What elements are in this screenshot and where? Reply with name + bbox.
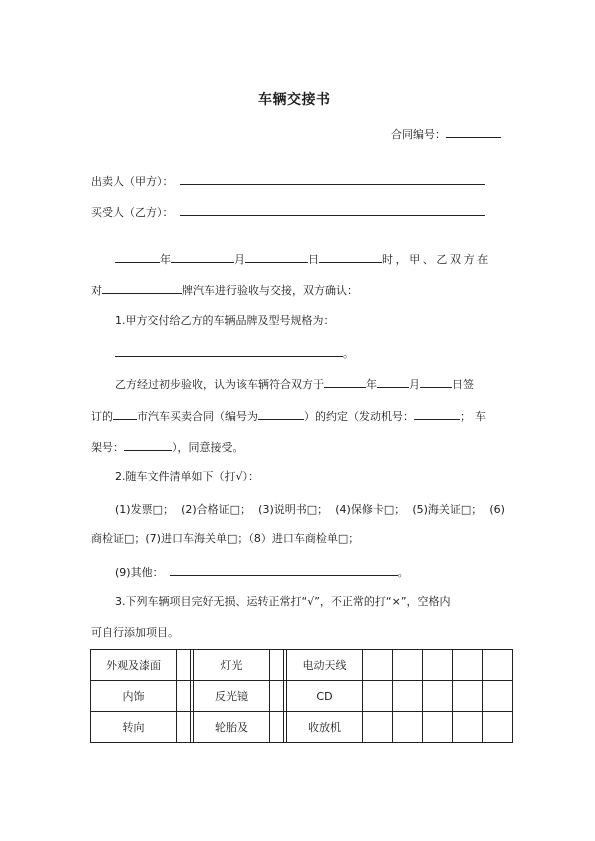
table-cell-label: 灯光 <box>194 650 270 681</box>
table-blank-cell[interactable] <box>393 681 423 712</box>
accept-text-d: ；车 <box>460 410 490 423</box>
date-month-blank[interactable] <box>171 251 234 263</box>
month-char: 月 <box>234 253 245 266</box>
item1-answer <box>115 345 354 361</box>
car-model-blank[interactable] <box>115 345 343 357</box>
docs-line-1 <box>115 501 505 517</box>
frame-label: 架号： <box>91 441 124 454</box>
contract-number-label: 合同编号： <box>391 128 446 141</box>
table-blank-cell[interactable] <box>483 681 513 712</box>
document-title: 车辆交接书 <box>258 92 331 108</box>
accept-line-1 <box>115 376 474 392</box>
accept-line-3 <box>91 439 244 455</box>
contract-day-blank[interactable] <box>420 376 452 388</box>
table-check-cell[interactable] <box>177 650 191 681</box>
buyer-label: 买受人（乙方）： <box>91 206 174 219</box>
city-blank[interactable] <box>113 408 137 420</box>
day-char: 日 <box>308 253 319 266</box>
accept-year-char: 年 <box>366 378 377 391</box>
doc-manual[interactable]: (3)说明书□； <box>258 503 329 516</box>
item3-text-2: 可自行添加项目。 <box>91 626 179 639</box>
table-check-cell[interactable] <box>270 681 284 712</box>
accept-text-b-prefix: 订的 <box>91 410 113 423</box>
docs-other-blank[interactable] <box>170 564 398 576</box>
table-blank-cell[interactable] <box>393 650 423 681</box>
time-text: 时，甲、乙双方在 <box>382 253 491 266</box>
table-blank-cell[interactable] <box>453 650 483 681</box>
docs-other-label: (9)其他： <box>115 566 164 579</box>
seller-line <box>91 173 485 189</box>
table-cell-label: 电动天线 <box>287 650 363 681</box>
table-blank-cell[interactable] <box>483 712 513 743</box>
doc-item6-number: (6) <box>489 503 505 516</box>
car-prefix: 对 <box>91 284 102 297</box>
date-year-blank[interactable] <box>115 251 160 263</box>
table-cell-label: 反光镜 <box>194 681 270 712</box>
table-blank-cell[interactable] <box>453 712 483 743</box>
table-blank-cell[interactable] <box>423 681 453 712</box>
frame-number-blank[interactable] <box>124 439 172 451</box>
docs-other-end: 。 <box>397 566 409 579</box>
year-char: 年 <box>160 253 171 266</box>
car-brand-blank[interactable] <box>102 282 182 294</box>
doc-certificate[interactable]: (2)合格证□； <box>181 503 252 516</box>
accept-text-c: ）的约定（发动机号： <box>304 410 414 423</box>
table-row <box>91 650 513 681</box>
docs-other-line <box>115 564 409 580</box>
table-cell-label: 收放机 <box>287 712 363 743</box>
table-cell-label: 外观及漆面 <box>91 650 177 681</box>
seller-label: 出卖人（甲方）： <box>91 175 174 188</box>
table-blank-cell[interactable] <box>423 712 453 743</box>
accept-text-a: 乙方经过初步验收，认为该车辆符合双方于 <box>115 378 324 391</box>
contract-number <box>391 126 501 142</box>
contract-code-blank[interactable] <box>258 408 304 420</box>
table-check-cell[interactable] <box>363 650 393 681</box>
item1-end: 。 <box>343 347 354 360</box>
accept-text-b: 市汽车买卖合同（编号为 <box>137 410 258 423</box>
table-cell-label: 内饰 <box>91 681 177 712</box>
accept-end: ），同意接受。 <box>172 441 244 454</box>
table-check-cell[interactable] <box>270 650 284 681</box>
buyer-line <box>91 204 485 220</box>
table-check-cell[interactable] <box>177 712 191 743</box>
contract-year-blank[interactable] <box>324 376 366 388</box>
item3-text-1: 3.下列车辆项目完好无损、运转正常打“√”，不正常的打“×”，空格内 <box>115 595 451 608</box>
seller-blank[interactable] <box>180 173 485 185</box>
car-suffix: 牌汽车进行验收与交接，双方确认： <box>182 284 358 297</box>
table-blank-cell[interactable] <box>453 681 483 712</box>
accept-month-char: 月 <box>409 378 420 391</box>
table-check-cell[interactable] <box>363 712 393 743</box>
doc-invoice[interactable]: (1)发票□； <box>115 503 174 516</box>
inspection-table <box>90 649 513 743</box>
docs-line-2: 商检证□；(7)进口车海关单□；（8）进口车商检单□； <box>91 532 360 545</box>
accept-day-char: 日签 <box>452 378 474 391</box>
table-cell-label: 轮胎及 <box>194 712 270 743</box>
car-line <box>91 282 358 298</box>
table-blank-cell[interactable] <box>483 650 513 681</box>
table-check-cell[interactable] <box>177 681 191 712</box>
table-blank-cell[interactable] <box>423 650 453 681</box>
table-row <box>91 712 513 743</box>
doc-warranty[interactable]: (4)保修卡□； <box>335 503 406 516</box>
doc-customs[interactable]: (5)海关证□； <box>412 503 483 516</box>
table-cell-label: 转向 <box>91 712 177 743</box>
table-cell-label: CD <box>287 681 363 712</box>
engine-number-blank[interactable] <box>414 408 460 420</box>
table-check-cell[interactable] <box>363 681 393 712</box>
contract-number-blank[interactable] <box>446 126 501 138</box>
item1-text: 1.甲方交付给乙方的车辆品牌及型号规格为： <box>115 314 335 327</box>
date-hour-blank[interactable] <box>319 251 382 263</box>
table-row <box>91 681 513 712</box>
table-blank-cell[interactable] <box>393 712 423 743</box>
date-line <box>115 251 491 267</box>
item2-text: 2.随车文件清单如下（打√）： <box>115 470 260 483</box>
date-day-blank[interactable] <box>245 251 308 263</box>
contract-month-blank[interactable] <box>377 376 409 388</box>
buyer-blank[interactable] <box>180 204 485 216</box>
accept-line-2 <box>91 408 490 424</box>
table-check-cell[interactable] <box>270 712 284 743</box>
